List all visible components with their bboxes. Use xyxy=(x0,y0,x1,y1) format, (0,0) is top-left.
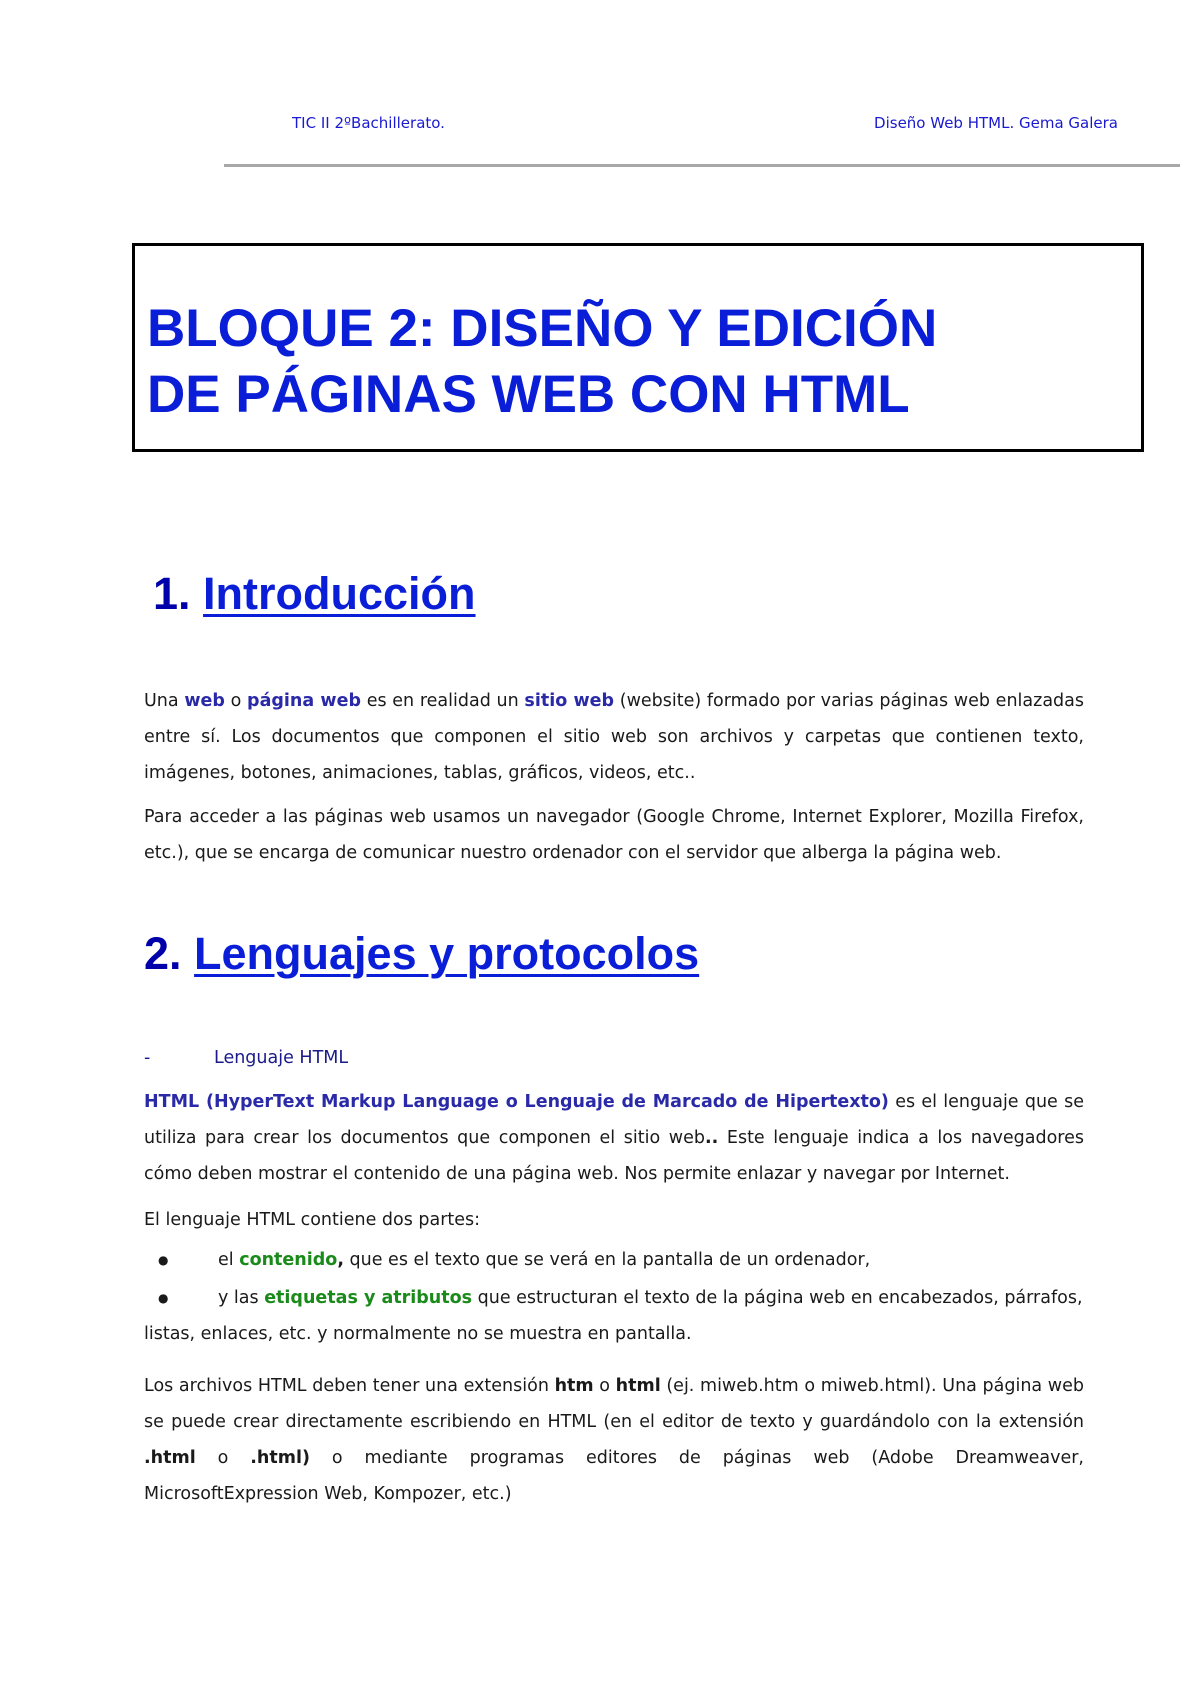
html-paragraph-1 xyxy=(144,1084,1084,1192)
text-run: (website) formado por varias páginas web enlazadas entre sí. Los documentos que componen el sitio web son archivos y carpetas que contienen texto, imágenes, botones, animaciones, tablas, gráficos, videos, etc.. xyxy=(144,691,1084,783)
text-run: Este lenguaje indica a los navegadores cómo deben mostrar el contenido de una página web. Nos permite enlazar y navegar por Internet. xyxy=(144,1128,1084,1184)
text-run: es el lenguaje que se utiliza para crear los documentos que componen el sitio web xyxy=(144,1092,1084,1148)
keyword-html-definition: HTML (HyperText Markup Language o Lenguaje de Marcado de Hipertexto) xyxy=(144,1092,889,1112)
text-run-bold: .html xyxy=(144,1448,196,1468)
text-run: y las xyxy=(218,1288,265,1308)
text-run-bold: .. xyxy=(704,1128,719,1148)
keyword-pagina-web: página web xyxy=(247,691,361,711)
title-line-1: BLOQUE 2: DISEÑO Y EDICIÓN xyxy=(147,299,938,358)
list-item xyxy=(144,1280,1084,1352)
text-run: o xyxy=(195,1448,251,1468)
subheading-lenguaje-html xyxy=(144,1048,348,1068)
text-run-bold: htm xyxy=(554,1376,594,1396)
header-course: TIC II 2ºBachillerato. xyxy=(292,114,445,132)
subheading-text: Lenguaje HTML xyxy=(214,1048,349,1068)
text-run-bold: html xyxy=(615,1376,661,1396)
title-box xyxy=(132,243,1144,452)
text-run: o xyxy=(224,691,248,711)
keyword-web: web xyxy=(184,691,225,711)
bullet-icon: ● xyxy=(158,1291,169,1305)
text-run: Una xyxy=(144,691,185,711)
text-run: que es el texto que se verá en la pantalla de un ordenador, xyxy=(343,1250,871,1270)
title-line-2: DE PÁGINAS WEB CON HTML xyxy=(147,365,910,424)
header-document-title: Diseño Web HTML. Gema Galera xyxy=(874,114,1118,132)
section-title: Introducción xyxy=(203,568,476,619)
section-number: 2. xyxy=(144,928,182,979)
text-run: o mediante programas editores de páginas web (Adobe Dreamweaver, MicrosoftExpression Web, Kompozer, etc.) xyxy=(144,1448,1084,1504)
intro-paragraph-2: Para acceder a las páginas web usamos un navegador (Google Chrome, Internet Explorer, Mozilla Firefox, etc.), que se encarga de comunicar nuestro ordenador con el servidor que alberga la página web. xyxy=(144,807,1084,863)
text-run: es en realidad un xyxy=(360,691,525,711)
page-title xyxy=(147,296,937,428)
list-item xyxy=(144,1242,1084,1278)
text-run: el xyxy=(218,1250,240,1270)
subheading-marker: - xyxy=(144,1048,151,1068)
text-run: o xyxy=(593,1376,616,1396)
section-heading-introduccion xyxy=(153,568,476,620)
text-run: que estructuran el texto de la página web en encabezados, párrafos, listas, enlaces, etc. y normalmente no se muestra en pantalla. xyxy=(144,1288,1083,1344)
keyword-sitio-web: sitio web xyxy=(524,691,615,711)
section-number: 1. xyxy=(153,568,191,619)
bullet-icon: ● xyxy=(158,1253,169,1267)
list-item-text xyxy=(144,1242,1084,1278)
keyword-contenido: contenido xyxy=(239,1250,338,1270)
intro-paragraph-1 xyxy=(144,683,1084,791)
section-heading-lenguajes xyxy=(144,928,699,980)
list-item-text xyxy=(144,1280,1084,1352)
header-divider xyxy=(224,164,1180,167)
html-paragraph-2: El lenguaje HTML contiene dos partes: xyxy=(144,1210,481,1230)
keyword-etiquetas-atributos: etiquetas y atributos xyxy=(264,1288,473,1308)
text-run: (ej. miweb.htm o miweb.html). Una página web se puede crear directamente escribiendo en HTML (en el editor de texto y guardándolo con la extensión xyxy=(144,1376,1084,1432)
section-title: Lenguajes y protocolos xyxy=(194,928,700,979)
html-paragraph-3 xyxy=(144,1368,1084,1512)
text-run-bold: , xyxy=(337,1250,344,1270)
text-run: Los archivos HTML deben tener una extensión xyxy=(144,1376,555,1396)
text-run-bold: .html) xyxy=(250,1448,310,1468)
